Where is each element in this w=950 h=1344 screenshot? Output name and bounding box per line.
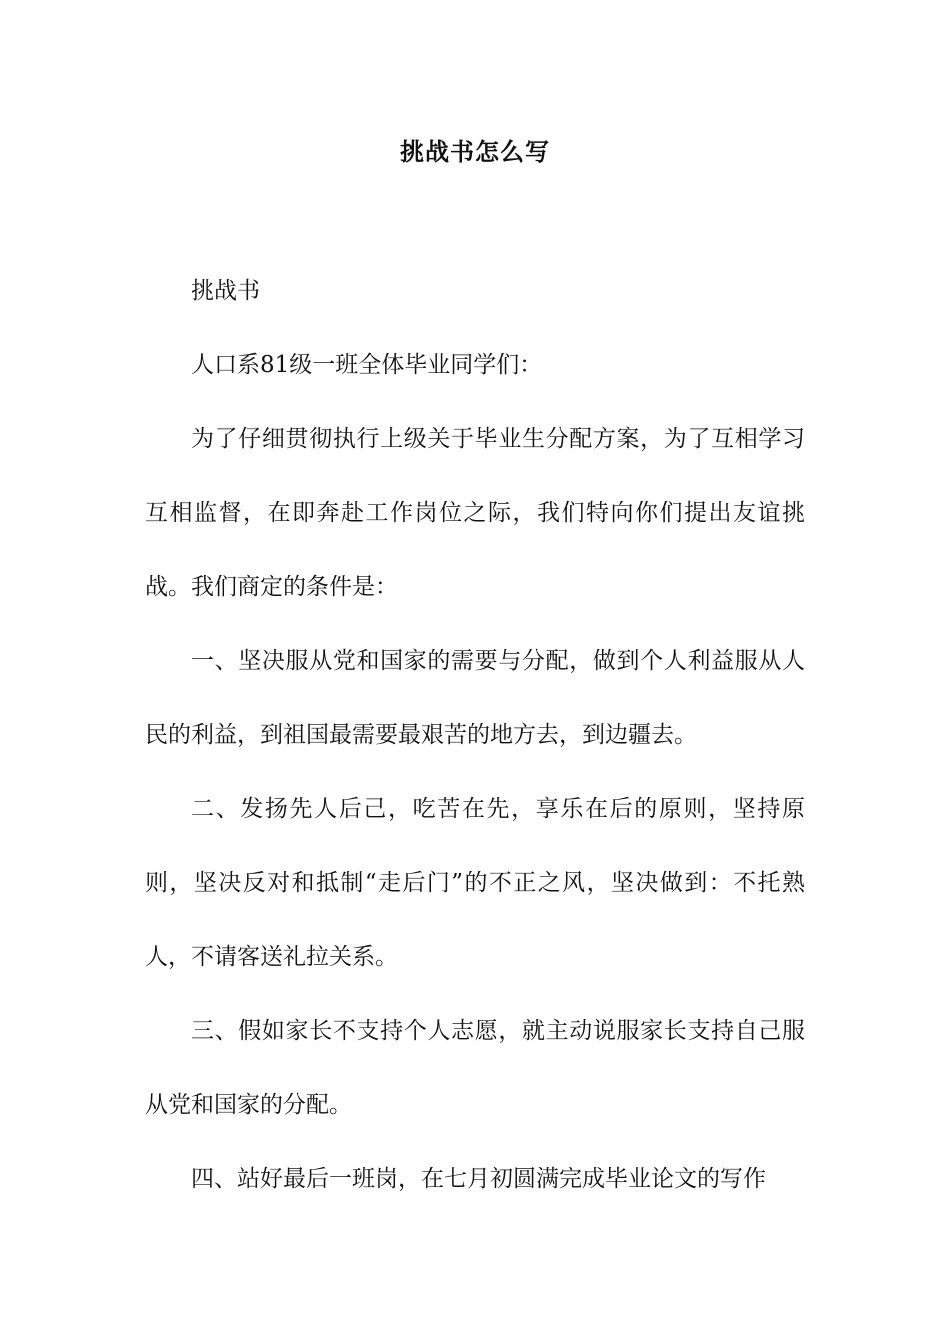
document-body [145, 254, 805, 1216]
paragraph-item-4: 四、站好最后一班岗，在七月初圆满完成毕业论文的写作 [191, 1166, 766, 1192]
paragraph-item-3: 三、假如家长不支持个人志愿，就主动说服家长支持自己服从党和国家的分配。 [145, 1018, 805, 1118]
paragraph-heading: 挑战书 [191, 278, 260, 304]
paragraph-salutation: 人口系81级一班全体毕业同学们： [191, 352, 543, 378]
paragraph-item-2: 二、发扬先人后己，吃苦在先，享乐在后的原则，坚持原则，坚决反对和抵制“走后门”的不正之风，坚决做到：不托熟人，不请客送礼拉关系。 [145, 796, 805, 970]
paragraph-intro: 为了仔细贯彻执行上级关于毕业生分配方案，为了互相学习互相监督，在即奔赴工作岗位之际，我们特向你们提出友谊挑战。我们商定的条件是： [145, 426, 805, 600]
document-title: 挑战书怎么写 [400, 137, 550, 166]
paragraph-item-1: 一、坚决服从党和国家的需要与分配，做到个人利益服从人民的利益，到祖国最需要最艰苦的地方去，到边疆去。 [145, 648, 805, 748]
